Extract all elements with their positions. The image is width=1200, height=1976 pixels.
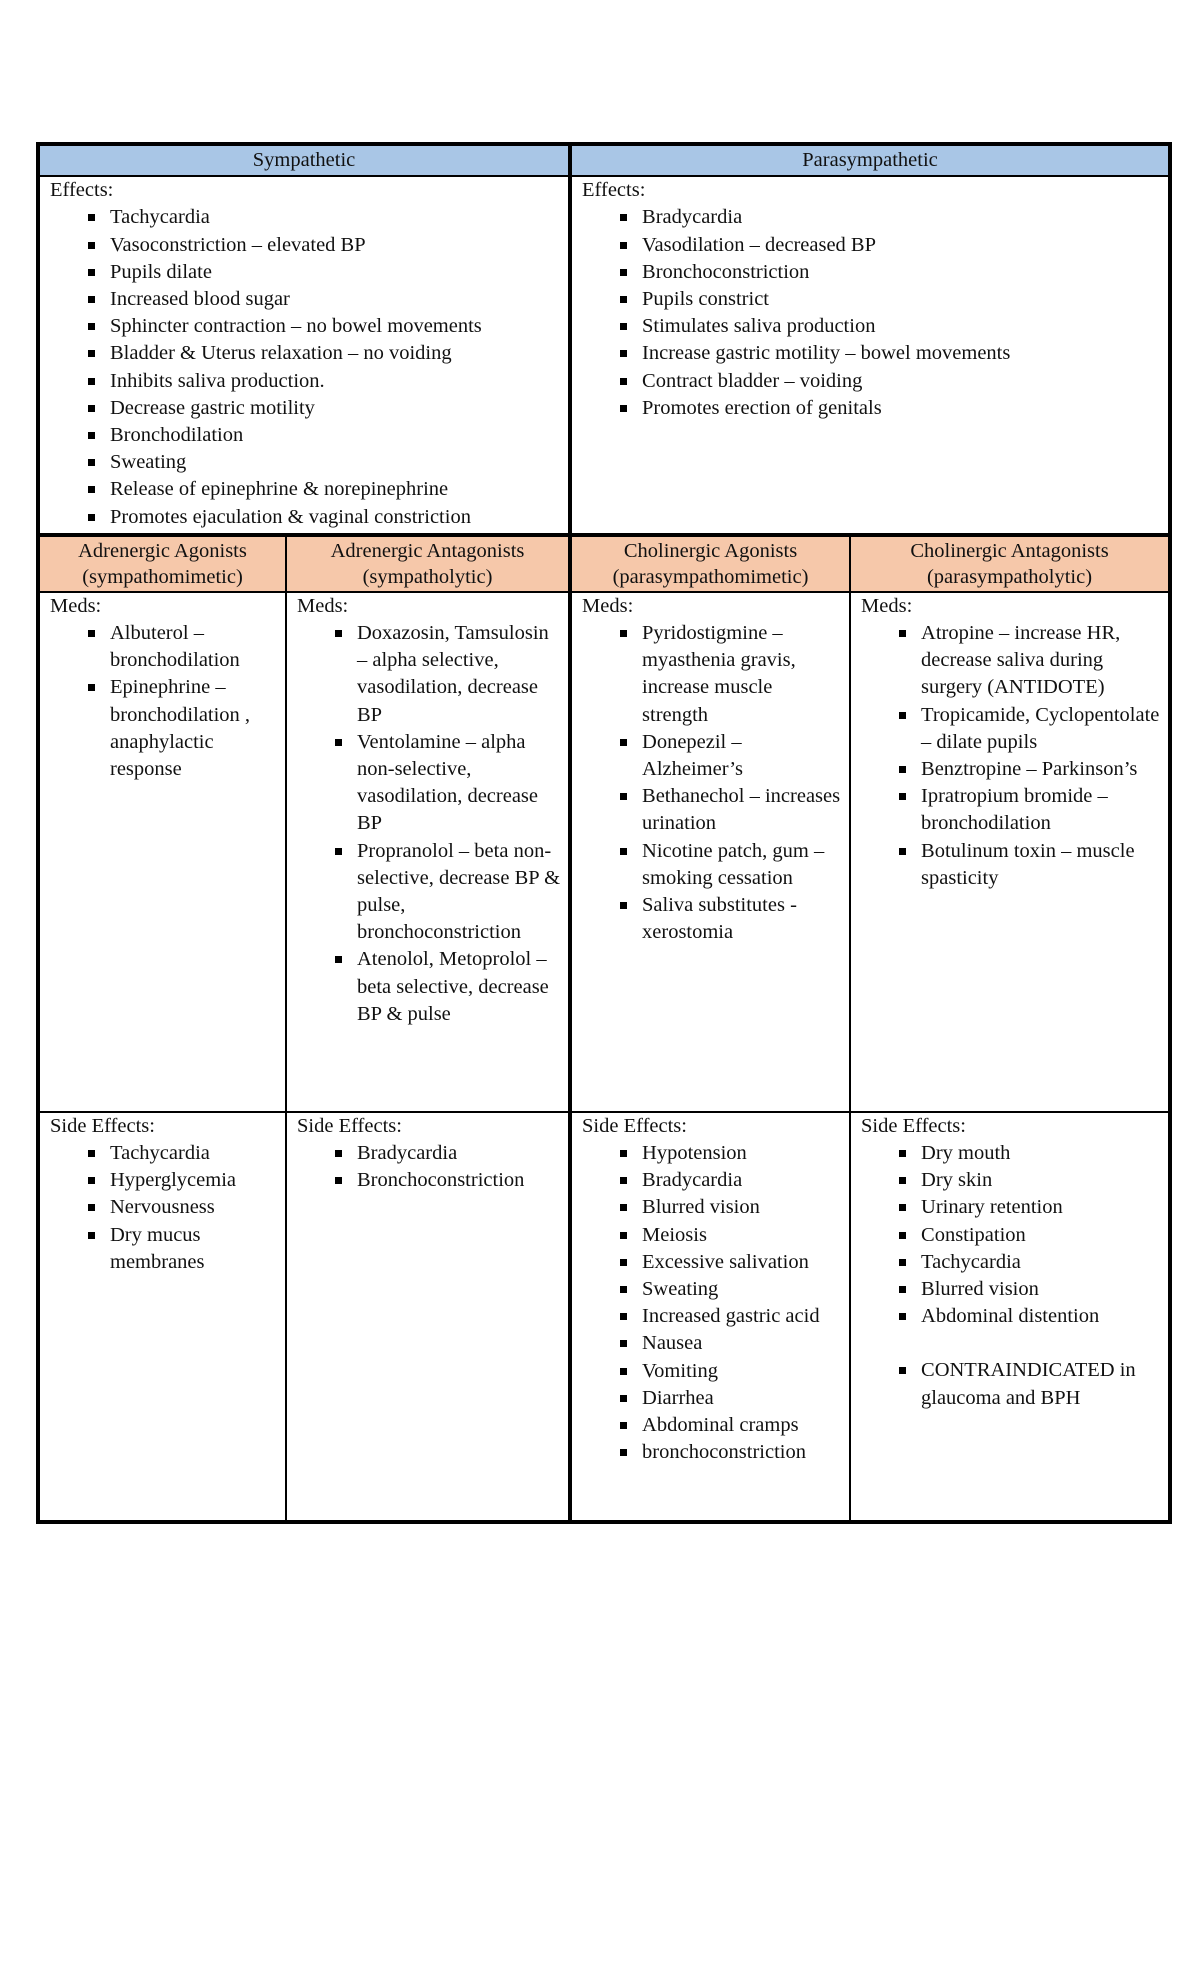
list-item: Bronchoconstriction (582, 259, 1162, 286)
list-item: Contract bladder – voiding (582, 368, 1162, 395)
meds-label: Meds: (582, 594, 634, 617)
list-item: Vasodilation – decreased BP (582, 232, 1162, 259)
side-effects-list (50, 1140, 279, 1276)
class-subtitle: (parasympatholytic) (926, 565, 1093, 588)
list-item: Nicotine patch, gum – smoking cessation (582, 838, 843, 892)
meds-label: Meds: (50, 594, 102, 617)
meds-list (582, 620, 843, 946)
class-title: Adrenergic Agonists (78, 539, 247, 562)
side-effects-list (297, 1140, 562, 1194)
meds-label: Meds: (861, 594, 913, 617)
class-subtitle: (sympatholytic) (362, 565, 493, 588)
meds-list (50, 620, 279, 783)
meds-list (297, 620, 562, 1028)
list-item: Bladder & Uterus relaxation – no voiding (50, 340, 562, 367)
meds-list (861, 620, 1162, 892)
list-item: Pyridostigmine – myasthenia gravis, increase muscle strength (582, 620, 843, 729)
list-item: Increased blood sugar (50, 286, 562, 313)
list-item: Tachycardia (50, 204, 562, 231)
list-item: Abdominal cramps (582, 1412, 843, 1439)
list-item: Saliva substitutes - xerostomia (582, 892, 843, 946)
adrenergic-antagonists-meds-cell (286, 592, 570, 1112)
cholinergic-agonists-side-effects-cell (570, 1112, 850, 1522)
list-item: Tachycardia (50, 1140, 279, 1167)
adrenergic-antagonists-header (286, 535, 570, 592)
cholinergic-agonists-header (570, 535, 850, 592)
meds-label: Meds: (297, 594, 349, 617)
list-item: Blurred vision (582, 1194, 843, 1221)
list-item: Atropine – increase HR, decrease saliva during surgery (ANTIDOTE) (861, 620, 1162, 702)
list-item: CONTRAINDICATED in glaucoma and BPH (861, 1357, 1162, 1411)
parasympathetic-effects-cell (570, 176, 1170, 535)
ans-comparison-sheet (36, 142, 1168, 1524)
list-item: Sweating (50, 449, 562, 476)
cholinergic-antagonists-side-effects-cell (850, 1112, 1170, 1522)
division-header-row (38, 144, 1170, 176)
list-item: Constipation (861, 1222, 1162, 1249)
list-item: Doxazosin, Tamsulosin – alpha selective, vasodilation, decrease BP (297, 620, 562, 729)
list-item: Propranolol – beta non-selective, decrease BP & pulse, bronchoconstriction (297, 838, 562, 947)
list-item: Bronchoconstriction (297, 1167, 562, 1194)
adrenergic-agonists-side-effects-cell (38, 1112, 286, 1522)
list-item: Hypotension (582, 1140, 843, 1167)
class-subtitle: (parasympathomimetic) (612, 565, 809, 588)
list-item: Promotes erection of genitals (582, 395, 1162, 422)
sympathetic-header: Sympathetic (38, 144, 570, 176)
list-item: Vasoconstriction – elevated BP (50, 232, 562, 259)
effects-label: Effects: (582, 179, 646, 202)
parasympathetic-effects-list (582, 204, 1162, 422)
list-item: Increased gastric acid (582, 1303, 843, 1330)
list-item: bronchoconstriction (582, 1439, 843, 1466)
list-item: Botulinum toxin – muscle spasticity (861, 838, 1162, 892)
list-item: Atenolol, Metoprolol – beta selective, decrease BP & pulse (297, 946, 562, 1028)
list-item: Inhibits saliva production. (50, 368, 562, 395)
list-item: Tropicamide, Cyclopentolate – dilate pupils (861, 702, 1162, 756)
list-item: Promotes ejaculation & vaginal constriction (50, 504, 562, 531)
side-effects-list (861, 1140, 1162, 1412)
side-effects-label: Side Effects: (861, 1114, 966, 1137)
list-item: Pupils constrict (582, 286, 1162, 313)
class-title: Cholinergic Antagonists (910, 539, 1109, 562)
list-item: Urinary retention (861, 1194, 1162, 1221)
list-item: Vomiting (582, 1358, 843, 1385)
list-item: Excessive salivation (582, 1249, 843, 1276)
list-item: Epinephrine – bronchodilation , anaphylactic response (50, 674, 279, 783)
list-item: Dry mouth (861, 1140, 1162, 1167)
list-item: Bradycardia (582, 204, 1162, 231)
list-item: Diarrhea (582, 1385, 843, 1412)
adrenergic-antagonists-side-effects-cell (286, 1112, 570, 1522)
list-item: Ipratropium bromide – bronchodilation (861, 783, 1162, 837)
list-item: Ventolamine – alpha non-selective, vasodilation, decrease BP (297, 729, 562, 838)
side-effects-list (582, 1140, 843, 1466)
list-item: Bradycardia (582, 1167, 843, 1194)
list-item: Release of epinephrine & norepinephrine (50, 476, 562, 503)
list-item: Meiosis (582, 1222, 843, 1249)
list-item: Bethanechol – increases urination (582, 783, 843, 837)
list-item: Increase gastric motility – bowel movements (582, 340, 1162, 367)
list-item: Sweating (582, 1276, 843, 1303)
list-item: Tachycardia (861, 1249, 1162, 1276)
cholinergic-antagonists-header (850, 535, 1170, 592)
class-title: Cholinergic Agonists (623, 539, 798, 562)
adrenergic-agonists-header (38, 535, 286, 592)
list-item: Dry skin (861, 1167, 1162, 1194)
list-item: Stimulates saliva production (582, 313, 1162, 340)
class-header-row (38, 535, 1170, 592)
cholinergic-agonists-meds-cell (570, 592, 850, 1112)
list-item: Decrease gastric motility (50, 395, 562, 422)
list-item: Donepezil – Alzheimer’s (582, 729, 843, 783)
parasympathetic-header: Parasympathetic (570, 144, 1170, 176)
sympathetic-effects-list (50, 204, 562, 530)
list-item: Sphincter contraction – no bowel movements (50, 313, 562, 340)
list-item: Blurred vision (861, 1276, 1162, 1303)
effects-label: Effects: (50, 179, 114, 202)
list-item: Benztropine – Parkinson’s (861, 756, 1162, 783)
effects-row (38, 176, 1170, 535)
list-item: Bronchodilation (50, 422, 562, 449)
list-item: Bradycardia (297, 1140, 562, 1167)
list-item: Nervousness (50, 1194, 279, 1221)
class-subtitle: (sympathomimetic) (82, 565, 243, 588)
list-item: Dry mucus membranes (50, 1222, 279, 1276)
side-effects-row (38, 1112, 1170, 1522)
side-effects-label: Side Effects: (582, 1114, 687, 1137)
class-title: Adrenergic Antagonists (330, 539, 525, 562)
side-effects-label: Side Effects: (297, 1114, 402, 1137)
ans-table (36, 142, 1172, 1524)
adrenergic-agonists-meds-cell (38, 592, 286, 1112)
meds-row (38, 592, 1170, 1112)
cholinergic-antagonists-meds-cell (850, 592, 1170, 1112)
list-item: Nausea (582, 1330, 843, 1357)
side-effects-label: Side Effects: (50, 1114, 155, 1137)
list-item: Pupils dilate (50, 259, 562, 286)
list-item: Hyperglycemia (50, 1167, 279, 1194)
list-item: Albuterol – bronchodilation (50, 620, 279, 674)
sympathetic-effects-cell (38, 176, 570, 535)
list-item: Abdominal distention (861, 1303, 1162, 1330)
